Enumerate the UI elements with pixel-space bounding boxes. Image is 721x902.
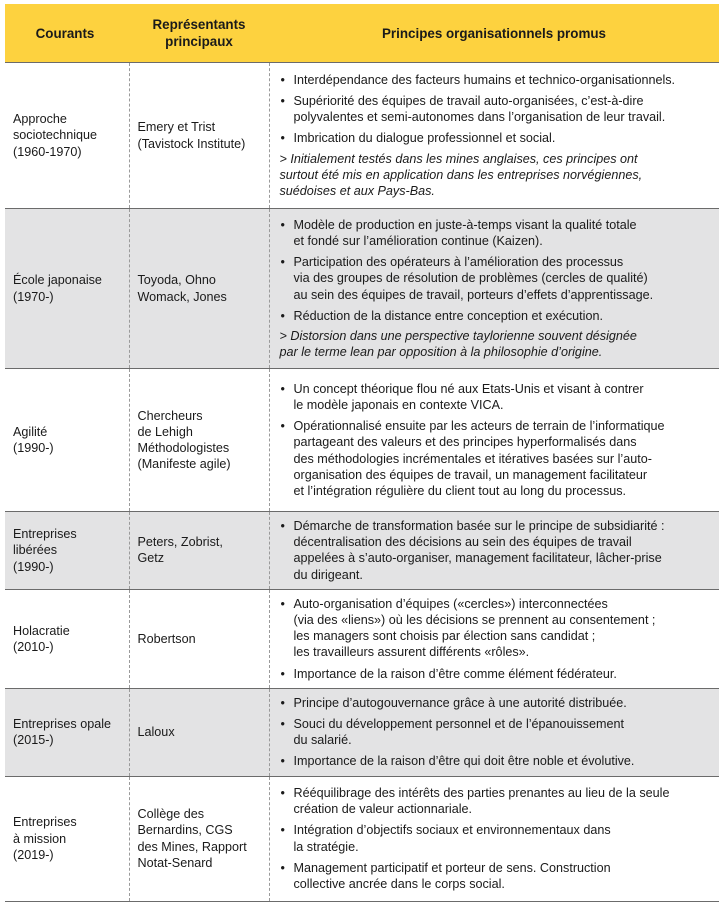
table-row (5, 512, 719, 590)
bullet-icon: • (280, 381, 285, 396)
principe-text: Un concept théorique flou né aux Etats-Unis et visant à contrer le modèle japonais en contexte VICA. (293, 381, 644, 412)
row-note: > Distorsion dans une perspective taylorienne souvent désignée par le terme lean par opposition à la philosophie d’origine. (279, 328, 637, 360)
cell-principes (269, 63, 719, 209)
list-item (280, 822, 716, 854)
cell-courant: Entreprises libérées (1990-) (5, 512, 129, 590)
cell-courant: Approche sociotechnique (1960-1970) (5, 63, 129, 209)
list-item (280, 93, 716, 125)
cell-principes (269, 776, 719, 901)
bullet-icon: • (280, 72, 285, 87)
principe-text: Rééquilibrage des intérêts des parties prenantes au lieu de la seule création de valeur actionnariale. (293, 786, 670, 817)
principe-text: Modèle de production en juste-à-temps visant la qualité totale et fondé sur l’amélioration continue (Kaizen). (293, 217, 637, 248)
principes-list (280, 217, 716, 324)
principes-list (280, 695, 716, 770)
header-principes: Principes organisationnels promus (269, 4, 719, 63)
table-header (5, 4, 719, 63)
principes-list (280, 72, 716, 147)
list-item (280, 217, 716, 249)
table-row (5, 776, 719, 901)
list-item (280, 254, 716, 303)
list-item (280, 666, 716, 682)
table-row (5, 209, 719, 369)
principe-text: Auto-organisation d’équipes («cercles») interconnectées (via des «liens») où les décisions se prennent au consentement ; les managers sont choisis par élection sans candidat ; les travailleurs assurent différents «rôles». (293, 596, 656, 660)
cell-representants: Toyoda, Ohno Womack, Jones (129, 209, 269, 369)
principe-text: Réduction de la distance entre conception et exécution. (293, 308, 603, 323)
bullet-icon: • (280, 419, 285, 434)
principe-text: Importance de la raison d’être comme élément fédérateur. (293, 666, 617, 681)
cell-representants: Laloux (129, 688, 269, 776)
bullet-icon: • (280, 786, 285, 801)
cell-principes (269, 688, 719, 776)
bullet-icon: • (280, 596, 285, 611)
bullet-icon: • (280, 93, 285, 108)
cell-representants: Collège des Bernardins, CGS des Mines, Rapport Notat-Senard (129, 776, 269, 901)
bullet-icon: • (280, 131, 285, 146)
cell-courant: Entreprises à mission (2019-) (5, 776, 129, 901)
list-item (280, 518, 716, 583)
header-courants: Courants (5, 4, 129, 63)
bullet-icon: • (280, 860, 285, 875)
list-item (280, 860, 716, 892)
bullet-icon: • (280, 695, 285, 710)
bullet-icon: • (280, 217, 285, 232)
bullet-icon: • (280, 308, 285, 323)
list-item (280, 753, 716, 769)
list-item (280, 130, 716, 146)
cell-principes (269, 369, 719, 512)
principe-text: Participation des opérateurs à l’amélioration des processus via des groupes de résolution de problèmes (cercles de qualité) au sein des équipes de travail, porteurs d’effets d’apprentissage. (293, 255, 654, 302)
cell-representants: Robertson (129, 589, 269, 688)
list-item (280, 785, 716, 817)
table-row (5, 369, 719, 512)
principe-text: Imbrication du dialogue professionnel et social. (293, 131, 556, 146)
principe-text: Intégration d’objectifs sociaux et environnementaux dans la stratégie. (293, 823, 611, 854)
list-item (280, 381, 716, 413)
list-item (280, 72, 716, 88)
list-item (280, 308, 716, 324)
bullet-icon: • (280, 519, 285, 533)
table-body (5, 63, 719, 902)
principe-text: Démarche de transformation basée sur le principe de subsidiarité : décentralisation des décisions au sein des équipes de travail appelées à s’auto-organiser, management facilitateur, lâcher-prise du dirigeant. (293, 519, 665, 582)
principe-text: Management participatif et porteur de sens. Construction collective ancrée dans le corps social. (293, 860, 611, 892)
list-item (280, 596, 716, 661)
principes-list (280, 381, 716, 499)
courants-table (5, 4, 719, 902)
principe-text: Principe d’autogouvernance grâce à une autorité distribuée. (293, 695, 627, 710)
list-item (280, 695, 716, 711)
principes-list (280, 518, 716, 583)
bullet-icon: • (280, 255, 285, 270)
cell-courant: École japonaise (1970-) (5, 209, 129, 369)
cell-courant: Agilité (1990-) (5, 369, 129, 512)
principe-text: Souci du développement personnel et de l’épanouissement du salarié. (293, 717, 624, 748)
cell-representants: Emery et Trist (Tavistock Institute) (129, 63, 269, 209)
bullet-icon: • (280, 823, 285, 838)
principe-text: Importance de la raison d’être qui doit être noble et évolutive. (293, 754, 635, 769)
cell-principes (269, 589, 719, 688)
principes-list (280, 596, 716, 682)
principe-text: Supériorité des équipes de travail auto-organisées, c’est-à-dire polyvalentes et semi-autonomes dans l’organisation de leur travail. (293, 93, 666, 125)
cell-representants: Peters, Zobrist, Getz (129, 512, 269, 590)
table-row (5, 688, 719, 776)
bullet-icon: • (280, 666, 285, 681)
cell-principes (269, 209, 719, 369)
cell-courant: Entreprises opale (2015-) (5, 688, 129, 776)
bullet-icon: • (280, 717, 285, 732)
header-representants: Représentants principaux (129, 4, 269, 63)
principe-text: Opérationnalisé ensuite par les acteurs de terrain de l’informatique partageant des valeurs et des principes hyperformalisés dans des méthodologies incrémentales et itératives basées sur l’auto- organisation des équipes de travail, un management facilitateur et l’intégration régulière du client tout au long du processus. (293, 419, 665, 498)
list-item (280, 418, 716, 499)
table-row (5, 589, 719, 688)
table-row (5, 63, 719, 209)
list-item (280, 716, 716, 748)
bullet-icon: • (280, 754, 285, 769)
principes-list (280, 785, 716, 892)
row-note: > Initialement testés dans les mines anglaises, ces principes ont surtout été mis en application dans les entreprises norvégiennes, suédoises et aux Pays-Bas. (279, 151, 643, 198)
cell-representants: Chercheurs de Lehigh Méthodologistes (Manifeste agile) (129, 369, 269, 512)
cell-principes (269, 512, 719, 590)
cell-courant: Holacratie (2010-) (5, 589, 129, 688)
principe-text: Interdépendance des facteurs humains et technico-organisationnels. (293, 72, 676, 87)
